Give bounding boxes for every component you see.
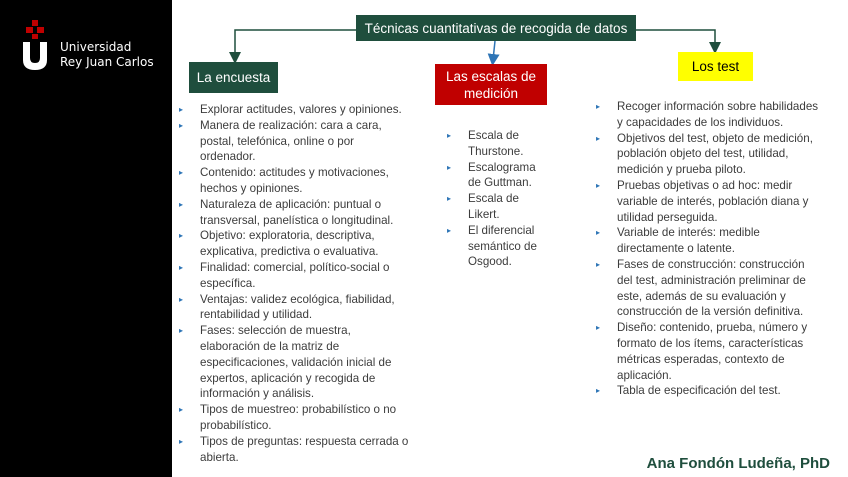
encuesta-title: La encuesta (196, 70, 271, 85)
list-item: ▸ Fases: selección de muestra, elaboración de la matriz de especificaciones, validación inicial de expertos, aplicación y recogida de información y análisis. (179, 323, 412, 402)
list-item: ▸ Diseño: contenido, prueba, número y formato de los ítems, características métricas esperadas, contexto de aplicación. (596, 320, 820, 383)
list-item: ▸ Escala de Likert. (447, 191, 545, 223)
list-item: ▸ Pruebas objetivas o ad hoc: medir variable de interés, población diana y utilidad perseguida. (596, 178, 820, 225)
main-title-box (356, 15, 636, 41)
escalas-list (447, 128, 545, 270)
connector-middle (493, 41, 495, 60)
test-list (596, 99, 820, 399)
list-item: ▸ Finalidad: comercial, político-social o específica. (179, 260, 412, 292)
university-name-line1: Universidad (60, 40, 132, 54)
test-box (678, 52, 753, 81)
connector-left (235, 30, 356, 58)
connector-right (636, 30, 715, 48)
escalas-box (435, 64, 547, 105)
encuesta-list (179, 102, 412, 465)
list-item: ▸ Tipos de preguntas: respuesta cerrada o abierta. (179, 434, 412, 466)
university-name-line2: Rey Juan Carlos (60, 55, 154, 69)
list-item: ▸ Manera de realización: cara a cara, postal, telefónica, online o por ordenador. (179, 118, 412, 165)
list-item: ▸ Escala de Thurstone. (447, 128, 545, 160)
list-item: ▸ Tabla de especificación del test. (596, 383, 820, 399)
list-item: ▸ Objetivo: exploratoria, descriptiva, explicativa, predictiva o evaluativa. (179, 228, 412, 260)
list-item: ▸ Recoger información sobre habilidades y capacidades de los individuos. (596, 99, 820, 131)
list-item: ▸ Naturaleza de aplicación: puntual o transversal, panelística o longitudinal. (179, 197, 412, 229)
author-credit: Ana Fondón Ludeña, PhD (646, 455, 830, 472)
list-item: ▸ Objetivos del test, objeto de medición, población objeto del test, utilidad, medición y prueba piloto. (596, 131, 820, 178)
list-item: ▸ Ventajas: validez ecológica, fiabilidad, rentabilidad y utilidad. (179, 292, 412, 324)
test-title: Los test (691, 59, 740, 74)
list-item: ▸ El diferencial semántico de Osgood. (447, 223, 545, 270)
main-title: Técnicas cuantitativas de recogida de datos (364, 20, 628, 36)
list-item: ▸ Variable de interés: medible directamente o latente. (596, 225, 820, 257)
list-item: ▸ Contenido: actitudes y motivaciones, hechos y opiniones. (179, 165, 412, 197)
list-item: ▸ Explorar actitudes, valores y opiniones. (179, 102, 412, 118)
list-item: ▸ Tipos de muestreo: probabilístico o no probabilístico. (179, 402, 412, 434)
list-item: ▸ Escalograma de Guttman. (447, 160, 545, 192)
encuesta-box (189, 62, 278, 93)
list-item: ▸ Fases de construcción: construcción del test, administración preliminar de este, además de su evaluación y construcción de la versión definitiva. (596, 257, 820, 320)
escalas-title: Las escalas de medición (445, 68, 537, 101)
